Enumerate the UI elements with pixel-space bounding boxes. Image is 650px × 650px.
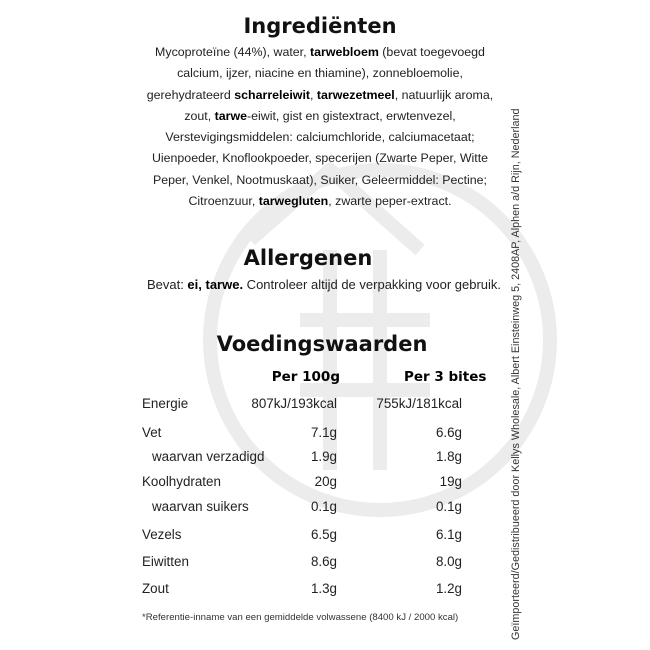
nutrient-label: Vezels [142, 527, 182, 542]
allergens-title: Allergenen [243, 246, 373, 270]
value-per-portion: 1.2g [435, 581, 462, 596]
allergen-ingredient: tarwezetmeel [316, 87, 395, 102]
nutrient-label: waarvan suikers [152, 499, 249, 514]
value-per-100g: 8.6g [310, 554, 337, 569]
value-per-portion: 0.1g [435, 499, 462, 514]
column-header-per-100g: Per 100g [271, 369, 340, 385]
nutrient-label: Vet [142, 425, 162, 440]
nutrient-label: waarvan verzadigd [152, 449, 265, 464]
column-header-per-portion: Per 3 bites [404, 369, 487, 385]
allergens-list: ei, tarwe. [187, 277, 244, 292]
allergen-ingredient: scharreleiwit [234, 87, 311, 102]
nutrient-label: Eiwitten [142, 554, 189, 569]
value-per-portion: 755kJ/181kcal [376, 396, 462, 411]
value-per-100g: 20g [314, 474, 337, 489]
value-per-100g: 0.1g [310, 499, 337, 514]
allergens-text [146, 274, 502, 295]
allergens-prefix: Bevat: [146, 277, 188, 292]
nutrient-label: Zout [142, 581, 169, 596]
allergen-ingredient: tarwe [214, 108, 247, 123]
nutrition-row [0, 396, 650, 416]
nutrition-row [0, 554, 650, 574]
value-per-100g: 6.5g [310, 527, 337, 542]
ingredient-text: , natuurlijk aroma, zout, [184, 87, 494, 123]
nutrition-row [0, 499, 650, 519]
ingredient-text: (bevat toegevoegd calcium, ijzer, niacine en thiamine), zonnebloemolie, gerehydrateerd [146, 45, 485, 102]
nutrition-row [0, 449, 650, 469]
value-per-100g: 1.9g [310, 449, 337, 464]
value-per-100g: 1.3g [310, 581, 337, 596]
nutrition-row [0, 474, 650, 494]
value-per-portion: 6.1g [435, 527, 462, 542]
footnote: *Referentie-inname van een gemiddelde volwassene (8400 kJ / 2000 kcal) [142, 612, 459, 623]
value-per-portion: 19g [439, 474, 462, 489]
ingredients-text [138, 42, 502, 212]
allergen-ingredient: tarwegluten [258, 194, 329, 209]
value-per-portion: 6.6g [435, 425, 462, 440]
nutrition-row [0, 581, 650, 601]
ingredient-text: , zwarte peper-extract. [328, 194, 452, 209]
value-per-portion: 1.8g [435, 449, 462, 464]
ingredient-text: -eiwit, gist en gistextract, erwtenvezel, Verstevigingsmiddelen: calciumchloride, calciumacetaat; Uienpoeder, Knoflookpoeder, specerijen (Zwarte Peper, Witte Peper, Venkel, Nootmuskaat), Suiker, Geleermiddel: Pectine; Citroenzuur, [151, 108, 489, 209]
nutrient-label: Energie [142, 396, 189, 411]
distributor-text: Geïmporteerd/Gedistribueerd door Kellys Wholesale, Albert Einsteinweg 5, 2408AP, Alphen a/d Rijn, Nederland [510, 108, 522, 640]
nutrition-row [0, 527, 650, 547]
value-per-portion: 8.0g [435, 554, 462, 569]
value-per-100g: 7.1g [310, 425, 337, 440]
allergen-ingredient: tarwebloem [310, 45, 379, 59]
nutrition-row [0, 425, 650, 445]
allergens-note: Controleer altijd de verpakking voor gebruik. [243, 277, 502, 292]
ingredient-text: , [310, 87, 317, 102]
nutrition-title: Voedingswaarden [216, 332, 428, 356]
ingredients-title: Ingrediënten [243, 14, 397, 38]
value-per-100g: 807kJ/193kcal [251, 396, 337, 411]
nutrient-label: Koolhydraten [142, 474, 221, 489]
ingredient-text: Mycoproteïne (44%), water, [155, 45, 310, 59]
